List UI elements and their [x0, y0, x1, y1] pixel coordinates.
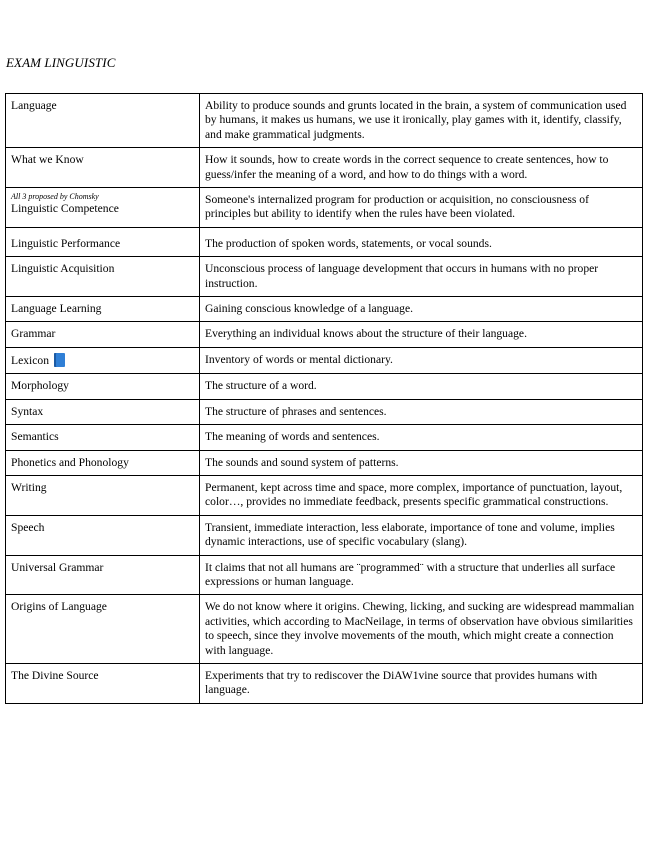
term-cell: Linguistic Performance [6, 227, 200, 256]
term-cell: Linguistic Acquisition [6, 257, 200, 297]
table-row [6, 555, 643, 595]
table-row [6, 257, 643, 297]
term-cell: Language Learning [6, 297, 200, 322]
table-row [6, 425, 643, 450]
term-cell: Speech [6, 515, 200, 555]
term-cell: The Divine Source [6, 663, 200, 703]
table-row [6, 227, 643, 256]
term-cell: Morphology [6, 374, 200, 399]
document-title: EXAM LINGUISTIC [6, 55, 116, 70]
definition-cell: Unconscious process of language development that occurs in humans with no proper instruction. [200, 257, 643, 297]
chomsky-note: All 3 proposed by Chomsky [11, 192, 99, 202]
table-row [6, 475, 643, 515]
table-row [6, 595, 643, 664]
table-row [6, 188, 643, 228]
table-row [6, 450, 643, 475]
definition-cell: It claims that not all humans are ¨programmed¨ with a structure that underlies all surface expressions or human language. [200, 555, 643, 595]
term-cell: Phonetics and Phonology [6, 450, 200, 475]
definition-cell: Transient, immediate interaction, less elaborate, importance of tone and volume, implies dynamic interactions, use of specific vocabulary (slang). [200, 515, 643, 555]
term-cell: Grammar [6, 322, 200, 347]
term-text: Linguistic Competence [11, 202, 119, 216]
definition-cell: The structure of a word. [200, 374, 643, 399]
definition-cell: Gaining conscious knowledge of a language. [200, 297, 643, 322]
term-cell: Semantics [6, 425, 200, 450]
term-cell: Universal Grammar [6, 555, 200, 595]
definition-cell: Someone's internalized program for production or acquisition, no consciousness of principles but ability to identify when the rules have been violated. [200, 188, 643, 228]
term-text: Lexicon [11, 353, 49, 367]
table-row [6, 374, 643, 399]
definition-cell: The sounds and sound system of patterns. [200, 450, 643, 475]
table-row [6, 322, 643, 347]
definition-cell: The meaning of words and sentences. [200, 425, 643, 450]
table-row [6, 515, 643, 555]
definition-cell: Everything an individual knows about the structure of their language. [200, 322, 643, 347]
table-row [6, 94, 643, 148]
definition-cell: Ability to produce sounds and grunts located in the brain, a system of communication used by humans, it makes us humans, we use it ironically, play games with it, identify, classify, and make grammatical judgments. [200, 94, 643, 148]
definition-cell: The structure of phrases and sentences. [200, 399, 643, 424]
definition-cell: Permanent, kept across time and space, more complex, importance of punctuation, layout, color…, provides no immediate feedback, presents specific grammatical constructions. [200, 475, 643, 515]
table-row [6, 663, 643, 703]
glossary-table [5, 93, 643, 704]
term-cell: Language [6, 94, 200, 148]
definition-cell: How it sounds, how to create words in the correct sequence to create sentences, how to guess/infer the meaning of a word, and how to do things with a word. [200, 148, 643, 188]
table-row [6, 347, 643, 373]
book-icon [54, 353, 65, 367]
definition-cell: The production of spoken words, statements, or vocal sounds. [200, 227, 643, 256]
definition-cell: We do not know where it origins. Chewing, licking, and sucking are widespread mammalian activities, which according to MacNeilage, in terms of observation have obvious similarities to speech, since they involve movements of the mouth, which might create a connection with language. [200, 595, 643, 664]
table-row [6, 297, 643, 322]
term-cell: Syntax [6, 399, 200, 424]
term-cell: Origins of Language [6, 595, 200, 664]
definition-cell: Inventory of words or mental dictionary. [200, 347, 643, 373]
term-cell [6, 347, 200, 373]
definition-cell: Experiments that try to rediscover the DiAW1vine source that provides humans with language. [200, 663, 643, 703]
term-cell: Writing [6, 475, 200, 515]
term-cell: What we Know [6, 148, 200, 188]
table-row [6, 399, 643, 424]
table-row [6, 148, 643, 188]
term-cell [6, 188, 200, 228]
